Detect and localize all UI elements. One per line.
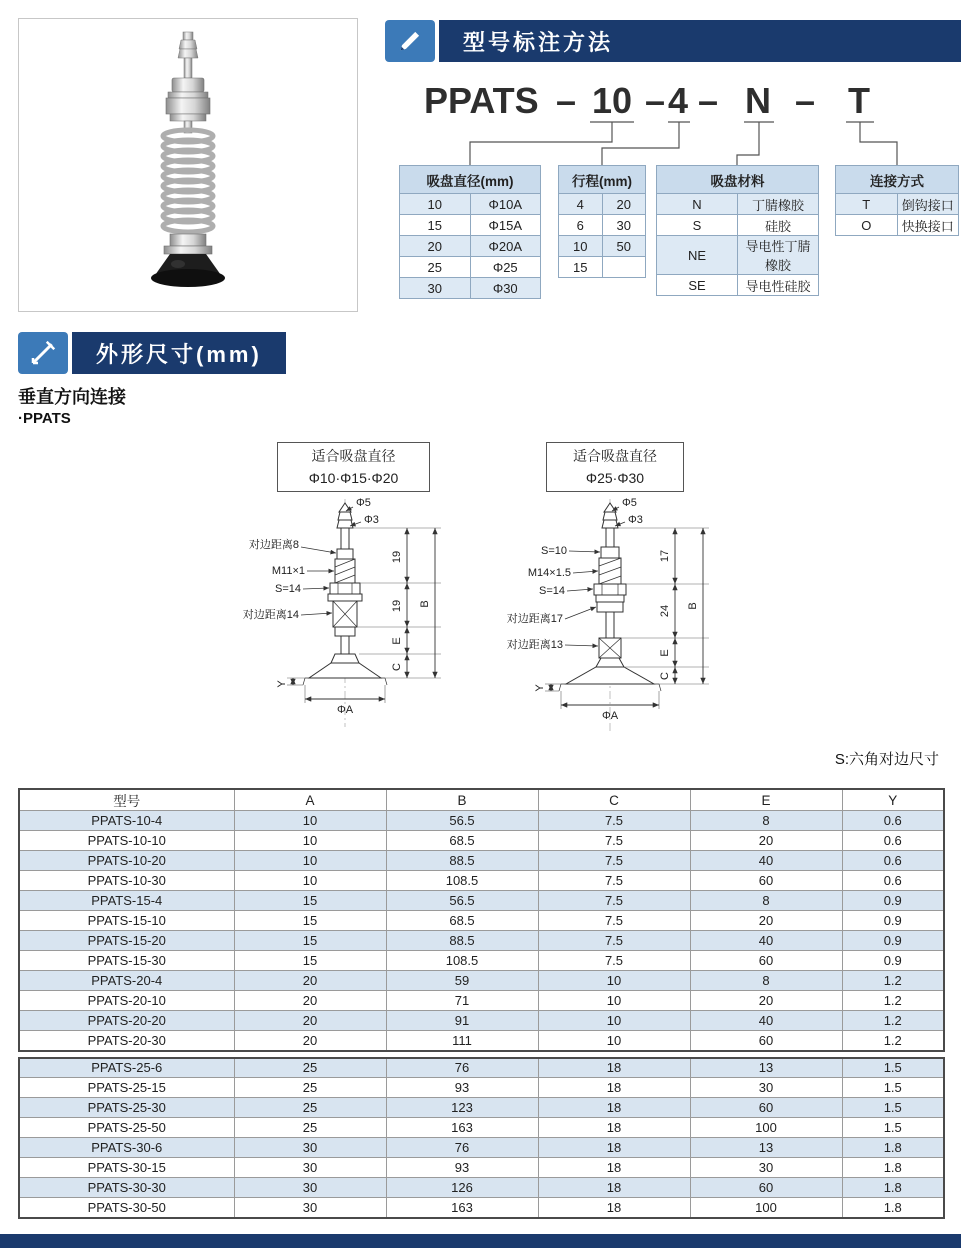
table-cell: 15 [559,257,603,278]
table-cell: 0.9 [842,951,944,971]
table-cell: PPATS-15-30 [19,951,234,971]
table-cell: 68.5 [386,911,538,931]
table-cell: 10 [538,1031,690,1051]
series-label: ·PPATS [18,410,71,427]
table-cell: 56.5 [386,891,538,911]
material-table-title: 吸盘材料 [657,166,819,194]
caliper-glyph [28,338,58,368]
dim-label-24: 24 [659,604,671,618]
table-cell: 15 [234,951,386,971]
table-row [657,236,819,275]
dim-label-phi3: Φ3 [364,514,379,526]
table-cell: 13 [690,1138,842,1158]
dim-label-17: 17 [659,549,671,563]
table-cell: SE [657,275,738,296]
caption-line1: 适合吸盘直径 [311,448,396,464]
table-row [19,971,944,991]
table-cell: 0.9 [842,891,944,911]
table-cell: PPATS-10-4 [19,811,234,831]
table-cell: 60 [690,1098,842,1118]
table-row [19,831,944,851]
table-row [19,1178,944,1198]
table-cell: 丁腈橡胶 [738,194,819,215]
table-cell: 100 [690,1118,842,1138]
table-cell: 1.2 [842,1031,944,1051]
dim-label-b: B [687,602,699,610]
table-row [19,811,944,831]
model-separator: – [698,80,719,121]
table-cell: 1.2 [842,971,944,991]
table-cell: 1.8 [842,1138,944,1158]
hex-note: S:六角对边尺寸 [834,751,939,768]
table-cell: 20 [690,831,842,851]
table-cell: 30 [690,1078,842,1098]
table-cell: 108.5 [386,951,538,971]
dim-label-c: C [391,663,403,671]
table-cell: 30 [690,1158,842,1178]
table-row [19,951,944,971]
table-cell: 10 [538,971,690,991]
dimension-drawing-large [505,494,815,764]
table-row [19,1011,944,1031]
table-cell: 15 [234,891,386,911]
table-cell: 60 [690,951,842,971]
table-cell: 倒钩接口 [897,194,959,215]
dim-label-phi5: Φ5 [356,497,371,509]
dim-label-phia: ΦA [601,710,619,722]
table-cell: 10 [400,194,471,215]
table-cell: PPATS-15-10 [19,911,234,931]
table-cell: 4 [559,194,603,215]
table-cell: O [836,215,898,236]
dim-label-phia: ΦA [336,704,354,716]
table-cell: 20 [602,194,646,215]
table-cell: 40 [690,931,842,951]
dim-label-hex-top: S=10 [541,545,567,557]
table-cell: 10 [538,1011,690,1031]
table-cell: 30 [602,215,646,236]
table-cell: 76 [386,1138,538,1158]
model-prefix: PPATS [424,80,539,121]
table-cell: PPATS-15-4 [19,891,234,911]
table-cell: Φ30 [470,278,541,299]
subsection-title: 垂直方向连接 [18,387,126,407]
table-cell: 56.5 [386,811,538,831]
col-header-y: Y [842,789,944,811]
section1-title-bar [439,20,961,62]
table-row [19,871,944,891]
dimension-table-group2 [18,1057,945,1219]
section1-title: 型号标注方法 [463,29,614,55]
dim-label-y: Y [276,680,288,688]
table-cell: PPATS-30-15 [19,1158,234,1178]
table-cell: 7.5 [538,911,690,931]
dim-label-phi5: Φ5 [622,497,637,509]
table-cell: 18 [538,1098,690,1118]
dim-label-e: E [391,637,403,645]
table-cell: S [657,215,738,236]
table-cell: 1.8 [842,1158,944,1178]
table-cell: 50 [602,236,646,257]
footer-bar [0,1234,961,1248]
diagram-left-caption [277,442,430,492]
table-row [19,891,944,911]
table-cell [602,257,646,278]
table-cell: 68.5 [386,831,538,851]
dim-label-19b: 19 [391,599,403,613]
dim-label-flats-top: 对边距离8 [248,539,299,551]
table-cell: 1.5 [842,1078,944,1098]
table-cell: 123 [386,1098,538,1118]
dim-label-hex: S=14 [539,585,565,597]
table-cell: 60 [690,1178,842,1198]
table-row [19,1098,944,1118]
connection-table [835,165,959,236]
dim-label-hex: S=14 [275,583,301,595]
table-cell: N [657,194,738,215]
table-cell: 10 [234,811,386,831]
diameter-table [399,165,541,299]
section2-title-bar [72,332,286,374]
table-row [559,194,646,215]
table-cell: 163 [386,1118,538,1138]
table-cell: PPATS-20-4 [19,971,234,991]
dim-label-thread: M11×1 [271,565,305,577]
col-header-a: A [234,789,386,811]
table-cell: 7.5 [538,931,690,951]
table-cell: 126 [386,1178,538,1198]
table-cell: 10 [234,851,386,871]
table-cell: 10 [234,831,386,851]
table-cell: 7.5 [538,951,690,971]
model-separator: – [795,80,816,121]
section2-title: 外形尺寸(mm) [96,341,262,367]
table-cell: 20 [234,1031,386,1051]
suction-cup-photo [20,20,356,310]
table-cell: PPATS-25-30 [19,1098,234,1118]
table-cell: 7.5 [538,851,690,871]
table-cell: 25 [234,1078,386,1098]
table-cell: 8 [690,891,842,911]
model-part-material: N [745,80,771,121]
table-cell: 18 [538,1198,690,1218]
table-cell: 0.6 [842,851,944,871]
table-row [19,991,944,1011]
caption-line1: 适合吸盘直径 [573,448,657,464]
table-cell: 13 [690,1058,842,1078]
table-row [836,194,959,215]
table-row [400,215,541,236]
table-cell: 18 [538,1138,690,1158]
table-cell: 88.5 [386,931,538,951]
table-cell: PPATS-20-30 [19,1031,234,1051]
col-header-c: C [538,789,690,811]
table-cell: 15 [400,215,471,236]
table-cell: 1.2 [842,991,944,1011]
table-cell: 20 [234,971,386,991]
dim-label-flats-bottom: 对边距离14 [242,609,299,621]
table-row [19,851,944,871]
dim-label-19a: 19 [391,550,403,564]
dimension-drawing-small [235,494,535,764]
table-cell: Φ25 [470,257,541,278]
table-cell: 10 [234,871,386,891]
dimension-table [18,788,943,1219]
table-cell: PPATS-20-20 [19,1011,234,1031]
table-cell: 30 [234,1178,386,1198]
table-cell: 10 [538,991,690,1011]
table-cell: 1.5 [842,1058,944,1078]
table-cell: 快换接口 [897,215,959,236]
pencil-icon [385,20,435,62]
table-cell: 15 [234,911,386,931]
table-cell: PPATS-10-20 [19,851,234,871]
dim-label-thread: M14×1.5 [527,567,571,579]
table-cell: 18 [538,1158,690,1178]
table-cell: 25 [234,1058,386,1078]
table-cell: 30 [234,1138,386,1158]
table-cell: 18 [538,1118,690,1138]
model-separator: – [645,80,666,121]
table-row [657,215,819,236]
diagram-right-caption [546,442,684,492]
table-row [19,1031,944,1051]
table-cell: 20 [690,911,842,931]
table-cell: 6 [559,215,603,236]
table-cell: 18 [538,1078,690,1098]
dim-label-y: Y [534,684,546,692]
table-cell: 8 [690,971,842,991]
table-cell: 20 [690,991,842,1011]
table-cell: PPATS-30-6 [19,1138,234,1158]
table-cell: 0.9 [842,931,944,951]
col-header-b: B [386,789,538,811]
table-cell: 111 [386,1031,538,1051]
table-cell: 30 [234,1158,386,1178]
caption-line2: Φ25·Φ30 [585,470,645,486]
table-cell: 7.5 [538,811,690,831]
col-header-model: 型号 [19,789,234,811]
table-cell: PPATS-10-10 [19,831,234,851]
table-cell: NE [657,236,738,275]
table-cell: 163 [386,1198,538,1218]
table-cell: 91 [386,1011,538,1031]
table-cell: 25 [234,1098,386,1118]
spring-coil [163,130,213,232]
table-row [19,911,944,931]
diameter-table-title: 吸盘直径(mm) [400,166,541,194]
material-table [656,165,819,296]
table-cell: 93 [386,1158,538,1178]
table-cell: 0.6 [842,871,944,891]
caliper-icon [18,332,68,374]
product-photo [18,18,358,312]
table-cell: PPATS-15-20 [19,931,234,951]
table-row [19,1138,944,1158]
dim-label-c: C [659,672,671,680]
table-cell: 60 [690,1031,842,1051]
table-cell: 1.8 [842,1178,944,1198]
table-cell: 20 [400,236,471,257]
table-cell: PPATS-20-10 [19,991,234,1011]
table-row [559,257,646,278]
table-row [400,236,541,257]
table-cell: 20 [234,1011,386,1031]
table-row [657,275,819,296]
table-row [19,931,944,951]
table-cell: 1.5 [842,1098,944,1118]
table-cell: 15 [234,931,386,951]
caption-line2: Φ10·Φ15·Φ20 [308,470,399,486]
table-cell: 7.5 [538,871,690,891]
connection-table-title: 连接方式 [836,166,959,194]
dimension-table-group1 [18,788,945,1052]
table-cell: PPATS-10-30 [19,871,234,891]
table-row [400,194,541,215]
model-separator: – [556,80,577,121]
table-row [559,215,646,236]
col-header-e: E [690,789,842,811]
table-cell: 100 [690,1198,842,1218]
table-cell: 18 [538,1058,690,1078]
table-cell: PPATS-30-30 [19,1178,234,1198]
table-cell: PPATS-25-6 [19,1058,234,1078]
table-cell: 25 [234,1118,386,1138]
table-cell: 0.9 [842,911,944,931]
model-part-connection: T [848,80,870,121]
table-cell: 59 [386,971,538,991]
table-cell: Φ10A [470,194,541,215]
table-cell: 导电性硅胶 [738,275,819,296]
table-cell: 25 [400,257,471,278]
table-row [836,215,959,236]
table-cell: 18 [538,1178,690,1198]
table-cell: 40 [690,851,842,871]
table-cell: 10 [559,236,603,257]
table-cell: 1.8 [842,1198,944,1218]
table-row [559,236,646,257]
dim-label-b: B [419,600,431,608]
stroke-table [558,165,646,278]
table-cell: 0.6 [842,831,944,851]
model-part-diameter: 10 [592,80,633,121]
dim-label-flats-mid: 对边距离17 [506,613,563,625]
table-cell: PPATS-25-50 [19,1118,234,1138]
table-cell: 88.5 [386,851,538,871]
dimension-table-header [19,789,944,811]
table-cell: 93 [386,1078,538,1098]
table-cell: 60 [690,871,842,891]
table-row [400,278,541,299]
table-row [657,194,819,215]
table-cell: 30 [234,1198,386,1218]
table-cell: T [836,194,898,215]
table-cell: 导电性丁腈橡胶 [738,236,819,275]
table-row [19,1158,944,1178]
model-part-stroke: 4 [668,80,689,121]
table-row [19,1118,944,1138]
dim-label-e: E [659,649,671,657]
table-cell: 7.5 [538,831,690,851]
stroke-table-title: 行程(mm) [559,166,646,194]
table-cell: 30 [400,278,471,299]
table-row [19,1198,944,1218]
table-cell: PPATS-30-50 [19,1198,234,1218]
table-cell: Φ15A [470,215,541,236]
table-cell: 0.6 [842,811,944,831]
table-cell: 20 [234,991,386,1011]
table-cell: 1.2 [842,1011,944,1031]
table-row [400,257,541,278]
table-cell: 7.5 [538,891,690,911]
table-cell: 1.5 [842,1118,944,1138]
table-cell: 8 [690,811,842,831]
dim-label-phi3: Φ3 [628,514,643,526]
table-row [19,1058,944,1078]
table-cell: 40 [690,1011,842,1031]
table-cell: Φ20A [470,236,541,257]
table-cell: 108.5 [386,871,538,891]
table-cell: 71 [386,991,538,1011]
dim-label-flats-bottom: 对边距离13 [506,639,563,651]
table-row [19,1078,944,1098]
table-cell: 76 [386,1058,538,1078]
table-cell: 硅胶 [738,215,819,236]
table-cell: PPATS-25-15 [19,1078,234,1098]
pencil-glyph [396,27,424,55]
